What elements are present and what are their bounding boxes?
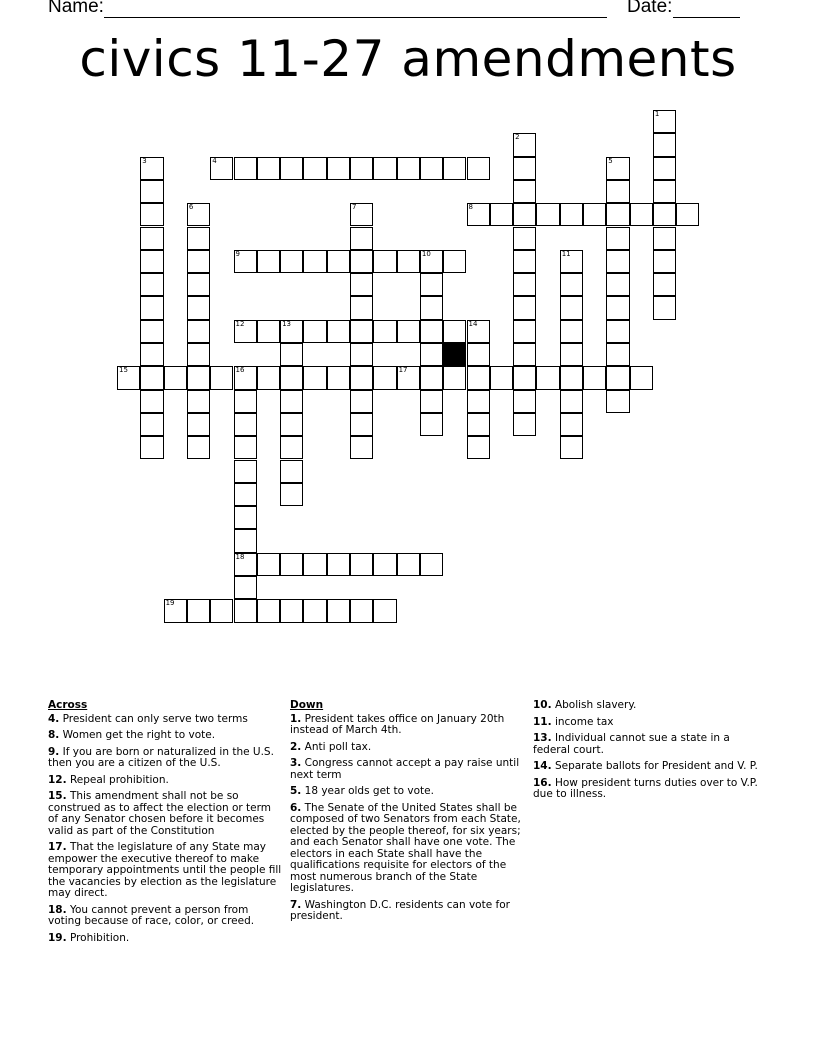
grid-cell[interactable]: [210, 599, 233, 622]
clue-text: Abolish slavery.: [551, 699, 637, 711]
grid-cell[interactable]: [350, 343, 373, 366]
grid-cell[interactable]: [187, 320, 210, 343]
grid-cell[interactable]: [560, 413, 583, 436]
clue-number: 18.: [48, 903, 67, 916]
grid-cell[interactable]: [280, 460, 303, 483]
grid-cell[interactable]: [280, 250, 303, 273]
clue-number: 15.: [48, 790, 67, 802]
grid-cell[interactable]: [187, 413, 210, 436]
grid-cell[interactable]: [187, 250, 210, 273]
clue-item: [533, 761, 769, 773]
grid-cell[interactable]: [303, 157, 326, 180]
grid-cell[interactable]: [140, 180, 163, 203]
grid-cell[interactable]: [234, 436, 257, 459]
clue-item: [48, 933, 284, 945]
clue-text: That the legislature of any State may empower the executive thereof to make temporary appointments until the people fill the vacancies by election as the legislature may direct.: [48, 841, 282, 899]
grid-cell[interactable]: [443, 250, 466, 273]
grid-cell[interactable]: [234, 553, 257, 576]
grid-cell[interactable]: [234, 250, 257, 273]
grid-cell[interactable]: [303, 250, 326, 273]
grid-cell[interactable]: [234, 529, 257, 552]
clue-text: How president turns duties over to V.P. due to illness.: [533, 776, 758, 800]
clue-number-3: 3: [142, 156, 147, 165]
grid-cell[interactable]: [280, 413, 303, 436]
clue-number: 11.: [533, 715, 552, 728]
grid-cell[interactable]: [117, 366, 140, 389]
grid-cell[interactable]: [606, 273, 629, 296]
grid-cell[interactable]: [560, 273, 583, 296]
grid-cell[interactable]: [513, 413, 536, 436]
grid-cell[interactable]: [653, 203, 676, 226]
clue-item: [290, 786, 526, 798]
clue-text: The Senate of the United States shall be composed of two Senators from each State, elected by the people thereof, for six years; and each Senator shall have one vote. The electors in each State shall have the qualifications requisite for electors of the most numerous branch of the State legislatures.: [290, 801, 521, 894]
clue-number: 6.: [290, 801, 302, 814]
grid-cell[interactable]: [653, 250, 676, 273]
grid-cell[interactable]: [257, 157, 280, 180]
grid-cell[interactable]: [140, 343, 163, 366]
grid-cell[interactable]: [467, 390, 490, 413]
grid-cell[interactable]: [560, 436, 583, 459]
grid-cell[interactable]: [373, 250, 396, 273]
clue-item: [533, 778, 769, 801]
grid-cell[interactable]: [443, 366, 466, 389]
clue-number-18: 18: [235, 552, 245, 561]
grid-cell[interactable]: [140, 390, 163, 413]
clue-item: [290, 758, 526, 781]
clue-item: [48, 714, 284, 726]
clue-number-6: 6: [188, 203, 194, 212]
clue-number: 4.: [48, 712, 60, 725]
down-clue-list-continued: [533, 700, 769, 801]
grid-cell[interactable]: [303, 366, 326, 389]
grid-cell[interactable]: [536, 366, 559, 389]
grid-cell[interactable]: [350, 413, 373, 436]
grid-cell[interactable]: [560, 320, 583, 343]
grid-cell[interactable]: [606, 320, 629, 343]
grid-cell[interactable]: [490, 366, 513, 389]
grid-cell[interactable]: [630, 203, 653, 226]
grid-cell[interactable]: [373, 320, 396, 343]
clue-number: 5.: [290, 785, 302, 797]
grid-cell[interactable]: [164, 366, 187, 389]
grid-cell[interactable]: [606, 227, 629, 250]
clue-text: Women get the right to vote.: [59, 729, 216, 741]
clue-text: 18 year olds get to vote.: [301, 785, 434, 797]
grid-cell[interactable]: [140, 227, 163, 250]
grid-cell[interactable]: [560, 390, 583, 413]
grid-cell[interactable]: [490, 203, 513, 226]
grid-cell[interactable]: [653, 133, 676, 156]
grid-cell[interactable]: [606, 390, 629, 413]
grid-cell[interactable]: [234, 390, 257, 413]
grid-cell[interactable]: [303, 553, 326, 576]
grid-cell[interactable]: [210, 157, 233, 180]
grid-cell[interactable]: [420, 296, 443, 319]
clue-number-5: 5: [608, 156, 613, 165]
grid-cell[interactable]: [303, 599, 326, 622]
clue-text: Anti poll tax.: [301, 740, 372, 753]
clue-text: If you are born or naturalized in the U.S. then you are a citizen of the U.S.: [48, 745, 274, 769]
clue-number: 9.: [48, 745, 60, 758]
grid-cell[interactable]: [397, 366, 420, 389]
grid-cell[interactable]: [513, 227, 536, 250]
grid-cell[interactable]: [443, 157, 466, 180]
clue-number: 12.: [48, 773, 67, 786]
grid-cell[interactable]: [234, 460, 257, 483]
grid-cell[interactable]: [676, 203, 699, 226]
clue-item: [48, 842, 284, 900]
grid-cell[interactable]: [467, 157, 490, 180]
grid-cell[interactable]: [280, 157, 303, 180]
clue-number: 14.: [533, 760, 552, 772]
grid-cell[interactable]: [653, 157, 676, 180]
grid-cell[interactable]: [187, 203, 210, 226]
grid-cell[interactable]: [187, 296, 210, 319]
grid-cell[interactable]: [420, 366, 443, 389]
grid-cell[interactable]: [373, 553, 396, 576]
grid-cell[interactable]: [513, 133, 536, 156]
grid-cell[interactable]: [327, 366, 350, 389]
grid-cell[interactable]: [350, 157, 373, 180]
grid-cell[interactable]: [513, 180, 536, 203]
grid-cell[interactable]: [560, 203, 583, 226]
clue-text: Prohibition.: [66, 931, 130, 944]
grid-cell[interactable]: [187, 366, 210, 389]
clue-number-8: 8: [468, 203, 473, 212]
grid-cell[interactable]: [234, 413, 257, 436]
grid-cell[interactable]: [327, 250, 350, 273]
clue-number-10: 10: [421, 249, 431, 258]
grid-cell[interactable]: [373, 599, 396, 622]
clue-item: [48, 905, 284, 928]
clue-text: Repeal prohibition.: [66, 773, 169, 786]
grid-cell[interactable]: [164, 599, 187, 622]
puzzle-title: civics 11-27 amendments: [79, 30, 737, 88]
clue-number: 2.: [290, 740, 302, 753]
grid-cell[interactable]: [187, 273, 210, 296]
clue-number: 17.: [48, 841, 67, 853]
clue-item: [533, 733, 769, 756]
grid-cell[interactable]: [536, 203, 559, 226]
clue-number: 16.: [533, 776, 552, 789]
grid-cell[interactable]: [467, 343, 490, 366]
down-heading: Down: [290, 699, 324, 711]
grid-cell[interactable]: [606, 343, 629, 366]
grid-cell[interactable]: [350, 273, 373, 296]
grid-cell[interactable]: [420, 273, 443, 296]
clue-item: [48, 775, 284, 787]
date-label: Date:: [627, 0, 673, 17]
clue-item: [533, 700, 769, 712]
grid-cell[interactable]: [234, 599, 257, 622]
grid-cell[interactable]: [420, 157, 443, 180]
clue-text: Separate ballots for President and V. P.: [551, 760, 758, 772]
grid-cell[interactable]: [420, 250, 443, 273]
clue-text: President takes office on January 20th instead of March 4th.: [290, 712, 505, 736]
clue-item: [290, 714, 526, 737]
grid-cell[interactable]: [560, 296, 583, 319]
clue-number-9: 9: [235, 249, 240, 258]
clue-number: 3.: [290, 757, 302, 769]
grid-cell[interactable]: [560, 366, 583, 389]
grid-cell[interactable]: [606, 203, 629, 226]
grid-cell[interactable]: [467, 203, 490, 226]
clue-text: Congress cannot accept a pay raise until next term: [290, 757, 520, 781]
grid-cell[interactable]: [420, 553, 443, 576]
grid-cell[interactable]: [280, 390, 303, 413]
grid-cell[interactable]: [350, 553, 373, 576]
grid-cell[interactable]: [187, 436, 210, 459]
grid-cell[interactable]: [257, 320, 280, 343]
grid-cell[interactable]: [350, 296, 373, 319]
grid-cell[interactable]: [234, 366, 257, 389]
grid-cell[interactable]: [280, 599, 303, 622]
grid-cell[interactable]: [350, 390, 373, 413]
grid-cell[interactable]: [187, 227, 210, 250]
clue-number-1: 1: [654, 110, 660, 118]
grid-cell[interactable]: [257, 599, 280, 622]
clue-text: This amendment shall not be so construed as to affect the election or term of any Senator chosen before it becomes valid as part of the Constitution: [48, 790, 271, 837]
grid-cell[interactable]: [513, 273, 536, 296]
grid-cell[interactable]: [234, 320, 257, 343]
clue-number: 7.: [290, 898, 302, 911]
clue-text: President can only serve two terms: [59, 712, 248, 725]
grid-cell[interactable]: [140, 296, 163, 319]
grid-cell[interactable]: [140, 273, 163, 296]
grid-cell[interactable]: [373, 366, 396, 389]
clue-number-4: 4: [212, 156, 217, 165]
grid-cell[interactable]: [420, 320, 443, 343]
grid-cell[interactable]: [606, 296, 629, 319]
grid-cell[interactable]: [350, 250, 373, 273]
grid-cell[interactable]: [350, 436, 373, 459]
grid-cell[interactable]: [280, 553, 303, 576]
grid-cell[interactable]: [234, 576, 257, 599]
grid-cell[interactable]: [327, 553, 350, 576]
grid-cell[interactable]: [234, 483, 257, 506]
grid-cell[interactable]: [606, 157, 629, 180]
clue-number-2: 2: [515, 133, 520, 142]
clue-number: 10.: [533, 699, 552, 711]
grid-cell[interactable]: [513, 296, 536, 319]
grid-cell[interactable]: [420, 413, 443, 436]
clue-item: [290, 803, 526, 895]
grid-cell[interactable]: [513, 157, 536, 180]
clue-number-17: 17: [398, 366, 408, 375]
black-square: [443, 343, 466, 366]
clue-number-12: 12: [235, 319, 245, 328]
grid-cell[interactable]: [350, 599, 373, 622]
grid-cell[interactable]: [560, 343, 583, 366]
clue-item: [48, 747, 284, 770]
grid-cell[interactable]: [140, 250, 163, 273]
grid-cell[interactable]: [257, 553, 280, 576]
grid-cell[interactable]: [653, 180, 676, 203]
clue-item: [533, 717, 769, 729]
grid-cell[interactable]: [397, 157, 420, 180]
clue-item: [48, 791, 284, 837]
clue-number-7: 7: [352, 203, 357, 212]
grid-cell[interactable]: [513, 320, 536, 343]
grid-cell[interactable]: [653, 296, 676, 319]
grid-cell[interactable]: [140, 436, 163, 459]
down-clue-list: [290, 714, 526, 923]
grid-cell[interactable]: [187, 390, 210, 413]
grid-cell[interactable]: [513, 390, 536, 413]
grid-cell[interactable]: [280, 436, 303, 459]
clue-item: [290, 742, 526, 754]
down-clues-column-continued: [533, 700, 769, 806]
clue-number-19: 19: [165, 599, 175, 608]
grid-cell[interactable]: [606, 180, 629, 203]
grid-cell[interactable]: [513, 203, 536, 226]
grid-cell[interactable]: [397, 250, 420, 273]
clue-text: Individual cannot sue a state in a federal court.: [533, 732, 730, 756]
grid-cell[interactable]: [467, 320, 490, 343]
across-clue-list: [48, 714, 284, 945]
grid-cell[interactable]: [467, 366, 490, 389]
grid-cell[interactable]: [513, 366, 536, 389]
grid-cell[interactable]: [140, 413, 163, 436]
clue-number-14: 14: [468, 319, 478, 328]
clue-item: [290, 900, 526, 923]
clue-number-16: 16: [235, 366, 245, 375]
grid-cell[interactable]: [140, 366, 163, 389]
grid-cell[interactable]: [140, 157, 163, 180]
grid-cell[interactable]: [653, 227, 676, 250]
grid-cell[interactable]: [350, 227, 373, 250]
grid-cell[interactable]: [140, 320, 163, 343]
grid-cell[interactable]: [327, 320, 350, 343]
clue-number-11: 11: [561, 249, 571, 258]
across-heading: Across: [48, 699, 88, 711]
grid-cell[interactable]: [350, 320, 373, 343]
grid-cell[interactable]: [443, 320, 466, 343]
grid-cell[interactable]: [420, 343, 443, 366]
clue-number-15: 15: [119, 366, 128, 375]
grid-cell[interactable]: [350, 366, 373, 389]
clue-number: 13.: [533, 732, 552, 744]
grid-cell[interactable]: [513, 343, 536, 366]
grid-cell[interactable]: [257, 366, 280, 389]
down-clues-column: [290, 700, 526, 928]
grid-cell[interactable]: [606, 250, 629, 273]
clue-item: [48, 730, 284, 742]
clue-number-13: 13: [282, 319, 292, 328]
clue-number: 1.: [290, 712, 302, 725]
grid-cell[interactable]: [560, 250, 583, 273]
clue-text: Washington D.C. residents can vote for president.: [290, 898, 510, 922]
grid-cell[interactable]: [653, 273, 676, 296]
name-label: Name:: [48, 0, 104, 17]
grid-cell[interactable]: [140, 203, 163, 226]
grid-cell[interactable]: [397, 320, 420, 343]
grid-cell[interactable]: [467, 436, 490, 459]
grid-cell[interactable]: [583, 203, 606, 226]
grid-cell[interactable]: [467, 413, 490, 436]
clue-text: You cannot prevent a person from voting because of race, color, or creed.: [48, 903, 255, 927]
grid-cell[interactable]: [583, 366, 606, 389]
clue-number: 19.: [48, 931, 67, 944]
grid-cell[interactable]: [280, 320, 303, 343]
grid-cell[interactable]: [187, 343, 210, 366]
grid-cell[interactable]: [303, 320, 326, 343]
grid-cell[interactable]: [653, 110, 676, 133]
grid-cell[interactable]: [397, 553, 420, 576]
across-clues-column: [48, 700, 284, 949]
grid-cell[interactable]: [187, 599, 210, 622]
grid-cell[interactable]: [373, 157, 396, 180]
grid-cell[interactable]: [350, 203, 373, 226]
clue-number: 8.: [48, 729, 60, 741]
grid-cell[interactable]: [280, 366, 303, 389]
grid-cell[interactable]: [327, 599, 350, 622]
grid-cell[interactable]: [606, 366, 629, 389]
grid-cell[interactable]: [513, 250, 536, 273]
grid-cell[interactable]: [327, 157, 350, 180]
grid-cell[interactable]: [420, 390, 443, 413]
grid-cell[interactable]: [257, 250, 280, 273]
grid-cell[interactable]: [210, 366, 233, 389]
grid-cell[interactable]: [280, 483, 303, 506]
grid-cell[interactable]: [630, 366, 653, 389]
grid-cell[interactable]: [234, 157, 257, 180]
clue-text: income tax: [551, 715, 614, 728]
grid-cell[interactable]: [280, 343, 303, 366]
grid-cell[interactable]: [234, 506, 257, 529]
